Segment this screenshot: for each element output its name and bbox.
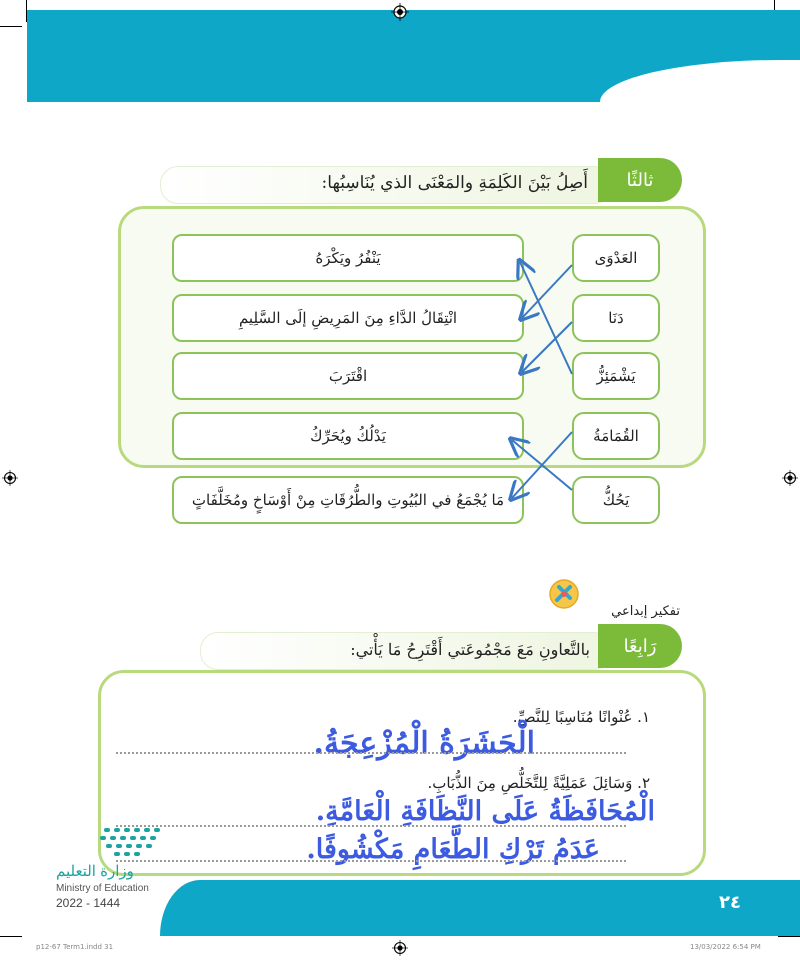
edition-year: 2022 - 1444 [56, 896, 121, 910]
section3-badge: ثالثًا [598, 158, 682, 202]
print-slug-right: 13/03/2022 6:54 PM [690, 943, 761, 951]
question-1: ١. عُنْوانًا مُنَاسِبًا لِلنَّصِّ. [512, 708, 650, 726]
ministry-name-en: Ministry of Education [56, 883, 149, 894]
answer-2-line-2: عَدَمُ تَرْكِ الطَّعَامِ مَكْشُوفًا. [306, 834, 600, 865]
ministry-name-ar: وزارة التعليم [56, 863, 134, 880]
question-2: ٢. وَسَائِلَ عَمَلِيَّةً لِلتَّخَلُّصِ مِنَ الذُّبَابِ. [427, 774, 650, 792]
answer-line [116, 752, 626, 754]
section3-title: أَصِلُ بَيْنَ الكَلِمَةِ والمَعْنَى الذي يُنَاسِبُها: [321, 173, 588, 193]
answer-1: الْحَشَرَةُ الْمُزْعِجَةُ. [313, 726, 535, 761]
registration-target-icon [392, 940, 408, 960]
word-box: العَدْوَى [572, 234, 660, 282]
definition-box: مَا يُجْمَعُ في البُيُوتِ والطُّرُقَاتِ مِنْ أَوْسَاخٍ ومُخَلَّفَاتٍ [172, 476, 524, 524]
answer-line [116, 825, 626, 827]
section4-badge: رَابِعًا [598, 624, 682, 668]
word-box: دَنَا [572, 294, 660, 342]
word-box: يَحُكُّ [572, 476, 660, 524]
word-box: يَشْمَئِزُّ [572, 352, 660, 400]
definition-box: انْتِقَالُ الدَّاءِ مِنَ المَرِيضِ إلَى السَّلِيمِ [172, 294, 524, 342]
arrow-line [522, 322, 572, 372]
answer-2-line-1: الْمُحَافَظَةُ عَلَى النَّظَافَةِ الْعَامَّةِ. [315, 796, 655, 827]
arrow-line [512, 440, 572, 490]
arrow-line [522, 265, 572, 318]
word-box: القُمَامَةُ [572, 412, 660, 460]
ministry-logo-icon [100, 826, 164, 864]
definition-box: اقْتَرَبَ [172, 352, 524, 400]
definition-box: يَنْفُرُ ويَكْرَهُ [172, 234, 524, 282]
print-slug-left: p12-67 Term1.indd 31 [36, 943, 114, 951]
registration-target-icon [2, 470, 18, 490]
answer-line [116, 860, 626, 862]
section4-title: بالتَّعاونِ مَعَ مَجْمُوعَتي أَقْتَرِحُ مَا يَأْتي: [350, 640, 590, 659]
page-number: ٢٤ [719, 892, 741, 913]
arrow-line [520, 262, 572, 374]
registration-target-icon [782, 470, 798, 490]
creative-thinking-label: تفكير إبداعي [611, 604, 680, 619]
definition-box: يَدْلُكُ ويُحَرِّكُ [172, 412, 524, 460]
